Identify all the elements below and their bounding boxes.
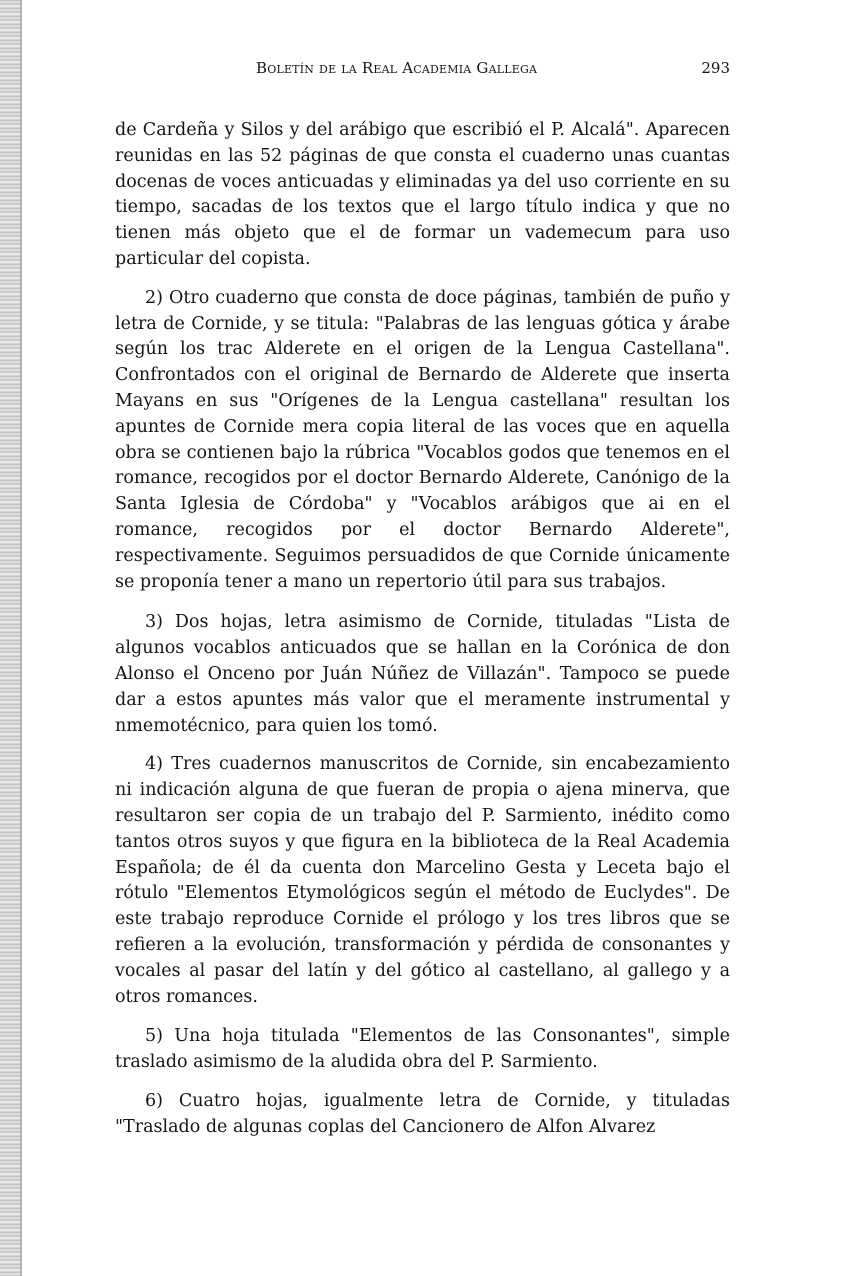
binding-shadow: [20, 0, 22, 1276]
paragraph-item-4: 4) Tres cuadernos manuscritos de Cornide, sin encabezamiento ni indicación alguna de que fueran de propia o ajena minerva, que resultaron ser copia de un trabajo del P. Sarmiento, inédito como tantos otros suyos y que figura en la biblioteca de la Real Academia Española; de él da cuenta don Marcelino Gesta y Leceta bajo el rótulo "Elementos Etymológicos según el método de Euclydes". De este trabajo reproduce Cornide el prólogo y los tres libros que se refieren a la evolución, transformación y pérdida de consonantes y vocales al pasar del latín y del gótico al castellano, al gallego y a otros romances.: [115, 754, 730, 1007]
paragraph-item-5: 5) Una hoja titulada "Elementos de las Consonantes", simple traslado asimismo de la aludida obra del P. Sarmiento.: [115, 1026, 730, 1073]
page-body: [115, 118, 730, 1140]
paragraph-item-6: 6) Cuatro hojas, igualmente letra de Cornide, y tituladas "Traslado de algunas coplas del Cancionero de Alfon Alvarez: [115, 1090, 730, 1137]
book-binding-edge: [0, 0, 20, 1276]
paragraph-continuation: de Cardeña y Silos y del arábigo que escribió el P. Alcalá". Aparecen reunidas en las 52 páginas de que consta el cuaderno unas cuantas docenas de voces anticuadas y eliminadas ya del uso corriente en su tiempo, sacadas de los textos que el largo título indica y que no tienen más objeto que el de formar un vademecum para uso particular del copista.: [115, 120, 730, 269]
page-number: 293: [701, 59, 730, 77]
page-header: [115, 56, 730, 86]
running-title: Boletín de la Real Academia Gallega: [256, 59, 538, 77]
paragraph-item-2: 2) Otro cuaderno que consta de doce páginas, también de puño y letra de Cornide, y se titula: "Palabras de las lenguas gótica y árabe según los trac Alderete en el origen de la Lengua Castellana". Confrontados con el original de Bernardo de Alderete que inserta Mayans en sus "Orígenes de la Lengua castellana" resultan los apuntes de Cornide mera copia literal de las voces que en aquella obra se contienen bajo la rúbrica "Vocablos godos que tenemos en el romance, recogidos por el doctor Bernardo Alderete, Canónigo de la Santa Iglesia de Córdoba" y "Vocablos arábigos que ai en el romance, recogidos por el doctor Bernardo Alderete", respectivamente. Seguimos persuadidos de que Cornide únicamente se proponía tener a mano un repertorio útil para sus trabajos.: [115, 287, 730, 592]
paragraph-item-3: 3) Dos hojas, letra asimismo de Cornide, tituladas "Lista de algunos vocablos anticuados que se hallan en la Corónica de don Alonso el Onceno por Juán Núñez de Villazán". Tampoco se puede dar a estos apuntes más valor que el meramente instrumental y nmemotécnico, para quien los tomó.: [115, 612, 730, 736]
